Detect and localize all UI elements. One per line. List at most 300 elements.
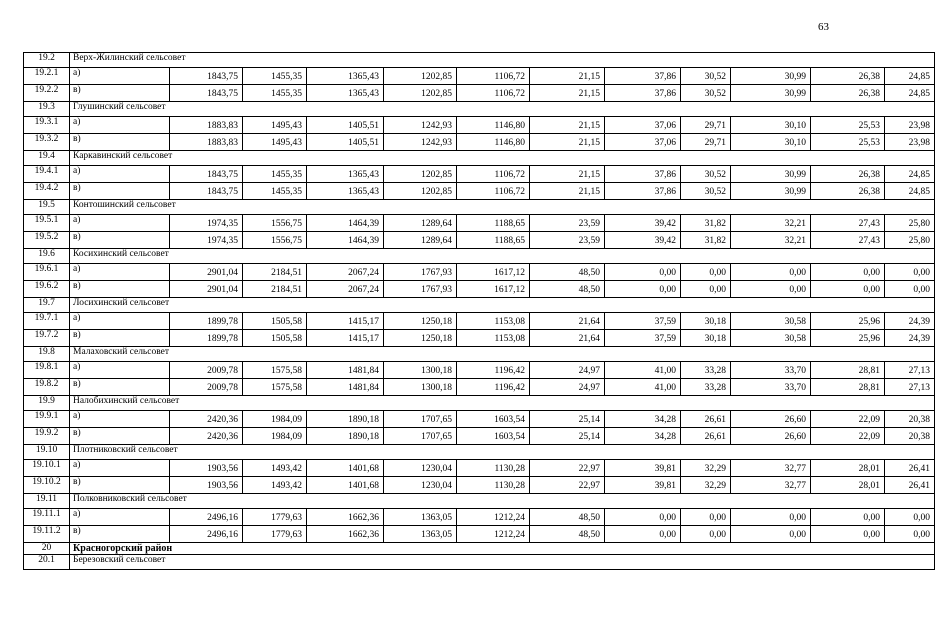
settlement-name: Плотниковский сельсовет xyxy=(70,445,935,460)
value-cell: 1401,68 xyxy=(307,460,384,477)
value-cell: 0,00 xyxy=(605,509,681,526)
value-cell: 30,18 xyxy=(681,330,731,347)
value-cell: 27,43 xyxy=(811,232,885,249)
row-label: а) xyxy=(70,68,170,85)
value-cell: 25,53 xyxy=(811,134,885,151)
table-row xyxy=(24,68,935,85)
value-cell: 39,42 xyxy=(605,232,681,249)
value-cell: 23,59 xyxy=(530,215,605,232)
value-cell: 1779,63 xyxy=(243,509,307,526)
value-cell: 25,53 xyxy=(811,117,885,134)
value-cell: 1188,65 xyxy=(457,215,530,232)
value-cell: 1481,84 xyxy=(307,379,384,396)
value-cell: 24,85 xyxy=(885,183,935,200)
value-cell: 28,81 xyxy=(811,379,885,396)
value-cell: 26,41 xyxy=(885,477,935,494)
value-cell: 0,00 xyxy=(681,509,731,526)
value-cell: 1130,28 xyxy=(457,477,530,494)
value-cell: 26,60 xyxy=(731,411,811,428)
row-label: в) xyxy=(70,134,170,151)
value-cell: 0,00 xyxy=(811,264,885,281)
settlement-header-row xyxy=(24,396,935,411)
value-cell: 1415,17 xyxy=(307,330,384,347)
value-cell: 30,99 xyxy=(731,183,811,200)
row-code: 19.9.2 xyxy=(24,428,70,445)
row-code: 20 xyxy=(24,543,70,555)
value-cell: 1984,09 xyxy=(243,411,307,428)
value-cell: 34,28 xyxy=(605,411,681,428)
settlement-header-row xyxy=(24,555,935,570)
value-cell: 1202,85 xyxy=(384,85,457,102)
value-cell: 32,21 xyxy=(731,215,811,232)
settlement-header-row xyxy=(24,347,935,362)
value-cell: 1707,65 xyxy=(384,428,457,445)
row-label: а) xyxy=(70,362,170,379)
table-body xyxy=(24,53,935,570)
value-cell: 32,29 xyxy=(681,460,731,477)
row-code: 19.3.2 xyxy=(24,134,70,151)
row-code: 19.11 xyxy=(24,494,70,509)
value-cell: 30,58 xyxy=(731,313,811,330)
settlement-header-row xyxy=(24,151,935,166)
value-cell: 1617,12 xyxy=(457,281,530,298)
row-label: а) xyxy=(70,264,170,281)
value-cell: 1899,78 xyxy=(170,313,243,330)
value-cell: 0,00 xyxy=(731,264,811,281)
value-cell: 1455,35 xyxy=(243,68,307,85)
settlement-header-row xyxy=(24,200,935,215)
row-code: 19.5 xyxy=(24,200,70,215)
value-cell: 33,70 xyxy=(731,362,811,379)
value-cell: 24,97 xyxy=(530,379,605,396)
value-cell: 2184,51 xyxy=(243,264,307,281)
value-cell: 1890,18 xyxy=(307,411,384,428)
value-cell: 1707,65 xyxy=(384,411,457,428)
value-cell: 32,21 xyxy=(731,232,811,249)
row-code: 19.3 xyxy=(24,102,70,117)
row-label: в) xyxy=(70,428,170,445)
table-row xyxy=(24,281,935,298)
value-cell: 1495,43 xyxy=(243,117,307,134)
value-cell: 1365,43 xyxy=(307,183,384,200)
value-cell: 2420,36 xyxy=(170,428,243,445)
value-cell: 1202,85 xyxy=(384,68,457,85)
value-cell: 30,10 xyxy=(731,134,811,151)
value-cell: 1662,36 xyxy=(307,509,384,526)
settlement-header-row xyxy=(24,102,935,117)
row-code: 19.4 xyxy=(24,151,70,166)
value-cell: 0,00 xyxy=(885,281,935,298)
value-cell: 1984,09 xyxy=(243,428,307,445)
value-cell: 1365,43 xyxy=(307,166,384,183)
value-cell: 1455,35 xyxy=(243,85,307,102)
value-cell: 0,00 xyxy=(811,509,885,526)
row-label: в) xyxy=(70,477,170,494)
value-cell: 0,00 xyxy=(811,281,885,298)
value-cell: 0,00 xyxy=(885,509,935,526)
value-cell: 37,06 xyxy=(605,134,681,151)
table-row xyxy=(24,411,935,428)
value-cell: 26,38 xyxy=(811,68,885,85)
row-code: 19.11.2 xyxy=(24,526,70,543)
settlement-name: Контошинский сельсовет xyxy=(70,200,935,215)
value-cell: 1493,42 xyxy=(243,477,307,494)
row-code: 19.6 xyxy=(24,249,70,264)
value-cell: 1300,18 xyxy=(384,379,457,396)
settlement-name: Полковниковский сельсовет xyxy=(70,494,935,509)
value-cell: 2009,78 xyxy=(170,362,243,379)
value-cell: 37,86 xyxy=(605,183,681,200)
row-label: в) xyxy=(70,85,170,102)
value-cell: 2901,04 xyxy=(170,264,243,281)
row-code: 19.10.1 xyxy=(24,460,70,477)
tariff-table xyxy=(23,52,935,570)
row-label: а) xyxy=(70,313,170,330)
row-label: а) xyxy=(70,509,170,526)
value-cell: 20,38 xyxy=(885,411,935,428)
value-cell: 0,00 xyxy=(885,526,935,543)
value-cell: 1188,65 xyxy=(457,232,530,249)
row-code: 19.2.2 xyxy=(24,85,70,102)
row-label: в) xyxy=(70,232,170,249)
value-cell: 30,52 xyxy=(681,68,731,85)
value-cell: 0,00 xyxy=(885,264,935,281)
value-cell: 41,00 xyxy=(605,362,681,379)
value-cell: 1556,75 xyxy=(243,215,307,232)
value-cell: 37,06 xyxy=(605,117,681,134)
value-cell: 31,82 xyxy=(681,232,731,249)
value-cell: 25,80 xyxy=(885,215,935,232)
settlement-header-row xyxy=(24,494,935,509)
row-code: 19.11.1 xyxy=(24,509,70,526)
value-cell: 39,81 xyxy=(605,460,681,477)
value-cell: 48,50 xyxy=(530,526,605,543)
value-cell: 37,86 xyxy=(605,68,681,85)
row-code: 19.5.2 xyxy=(24,232,70,249)
value-cell: 1843,75 xyxy=(170,85,243,102)
value-cell: 1464,39 xyxy=(307,215,384,232)
row-code: 19.8 xyxy=(24,347,70,362)
value-cell: 1575,58 xyxy=(243,362,307,379)
table-row xyxy=(24,85,935,102)
value-cell: 22,09 xyxy=(811,428,885,445)
value-cell: 21,15 xyxy=(530,85,605,102)
row-code: 19.9 xyxy=(24,396,70,411)
value-cell: 1401,68 xyxy=(307,477,384,494)
value-cell: 33,28 xyxy=(681,362,731,379)
value-cell: 1202,85 xyxy=(384,166,457,183)
value-cell: 1242,93 xyxy=(384,134,457,151)
value-cell: 1250,18 xyxy=(384,330,457,347)
value-cell: 29,71 xyxy=(681,134,731,151)
table-row xyxy=(24,166,935,183)
value-cell: 26,38 xyxy=(811,166,885,183)
value-cell: 24,39 xyxy=(885,330,935,347)
value-cell: 1974,35 xyxy=(170,232,243,249)
table-row xyxy=(24,183,935,200)
value-cell: 1363,05 xyxy=(384,509,457,526)
table-row xyxy=(24,232,935,249)
value-cell: 1230,04 xyxy=(384,477,457,494)
page-number: 63 xyxy=(818,21,829,33)
value-cell: 1455,35 xyxy=(243,183,307,200)
value-cell: 21,15 xyxy=(530,183,605,200)
table-row xyxy=(24,264,935,281)
value-cell: 26,61 xyxy=(681,411,731,428)
row-code: 19.4.2 xyxy=(24,183,70,200)
row-code: 19.7 xyxy=(24,298,70,313)
value-cell: 30,52 xyxy=(681,166,731,183)
row-code: 19.7.1 xyxy=(24,313,70,330)
value-cell: 1405,51 xyxy=(307,117,384,134)
row-code: 19.7.2 xyxy=(24,330,70,347)
value-cell: 1481,84 xyxy=(307,362,384,379)
value-cell: 1767,93 xyxy=(384,264,457,281)
value-cell: 30,99 xyxy=(731,68,811,85)
row-code: 19.3.1 xyxy=(24,117,70,134)
value-cell: 26,38 xyxy=(811,85,885,102)
value-cell: 1250,18 xyxy=(384,313,457,330)
value-cell: 26,61 xyxy=(681,428,731,445)
value-cell: 37,86 xyxy=(605,85,681,102)
table-row xyxy=(24,117,935,134)
value-cell: 1106,72 xyxy=(457,68,530,85)
value-cell: 1242,93 xyxy=(384,117,457,134)
value-cell: 33,70 xyxy=(731,379,811,396)
value-cell: 26,60 xyxy=(731,428,811,445)
value-cell: 2009,78 xyxy=(170,379,243,396)
value-cell: 32,77 xyxy=(731,460,811,477)
value-cell: 2067,24 xyxy=(307,281,384,298)
value-cell: 1890,18 xyxy=(307,428,384,445)
value-cell: 30,10 xyxy=(731,117,811,134)
settlement-name: Косихинский сельсовет xyxy=(70,249,935,264)
row-label: в) xyxy=(70,526,170,543)
value-cell: 1617,12 xyxy=(457,264,530,281)
value-cell: 1365,43 xyxy=(307,68,384,85)
value-cell: 30,99 xyxy=(731,166,811,183)
value-cell: 1767,93 xyxy=(384,281,457,298)
value-cell: 2184,51 xyxy=(243,281,307,298)
row-code: 19.4.1 xyxy=(24,166,70,183)
value-cell: 2901,04 xyxy=(170,281,243,298)
value-cell: 24,97 xyxy=(530,362,605,379)
row-code: 19.8.2 xyxy=(24,379,70,396)
value-cell: 0,00 xyxy=(681,264,731,281)
value-cell: 21,64 xyxy=(530,330,605,347)
value-cell: 2420,36 xyxy=(170,411,243,428)
value-cell: 21,15 xyxy=(530,68,605,85)
row-code: 19.8.1 xyxy=(24,362,70,379)
settlement-name: Березовский сельсовет xyxy=(70,555,935,570)
value-cell: 1603,54 xyxy=(457,428,530,445)
value-cell: 27,13 xyxy=(885,379,935,396)
value-cell: 39,42 xyxy=(605,215,681,232)
value-cell: 1662,36 xyxy=(307,526,384,543)
row-label: в) xyxy=(70,183,170,200)
table-row xyxy=(24,313,935,330)
value-cell: 1455,35 xyxy=(243,166,307,183)
value-cell: 25,96 xyxy=(811,313,885,330)
row-label: в) xyxy=(70,281,170,298)
value-cell: 30,52 xyxy=(681,183,731,200)
value-cell: 1363,05 xyxy=(384,526,457,543)
value-cell: 26,38 xyxy=(811,183,885,200)
value-cell: 1106,72 xyxy=(457,166,530,183)
value-cell: 30,99 xyxy=(731,85,811,102)
table-row xyxy=(24,215,935,232)
value-cell: 1843,75 xyxy=(170,166,243,183)
table-row xyxy=(24,460,935,477)
value-cell: 41,00 xyxy=(605,379,681,396)
value-cell: 37,59 xyxy=(605,330,681,347)
value-cell: 31,82 xyxy=(681,215,731,232)
value-cell: 32,77 xyxy=(731,477,811,494)
value-cell: 1779,63 xyxy=(243,526,307,543)
value-cell: 1575,58 xyxy=(243,379,307,396)
row-label: а) xyxy=(70,117,170,134)
row-code: 19.6.1 xyxy=(24,264,70,281)
row-code: 20.1 xyxy=(24,555,70,570)
settlement-header-row xyxy=(24,445,935,460)
value-cell: 22,97 xyxy=(530,460,605,477)
value-cell: 27,43 xyxy=(811,215,885,232)
value-cell: 1202,85 xyxy=(384,183,457,200)
value-cell: 1289,64 xyxy=(384,215,457,232)
value-cell: 21,15 xyxy=(530,134,605,151)
table-row xyxy=(24,330,935,347)
row-label: а) xyxy=(70,166,170,183)
value-cell: 1196,42 xyxy=(457,362,530,379)
value-cell: 1883,83 xyxy=(170,117,243,134)
row-code: 19.5.1 xyxy=(24,215,70,232)
table-row xyxy=(24,428,935,445)
value-cell: 1300,18 xyxy=(384,362,457,379)
district-header-row xyxy=(24,543,935,555)
value-cell: 24,85 xyxy=(885,85,935,102)
value-cell: 26,41 xyxy=(885,460,935,477)
value-cell: 1505,58 xyxy=(243,313,307,330)
row-label: в) xyxy=(70,379,170,396)
value-cell: 25,14 xyxy=(530,428,605,445)
row-label: а) xyxy=(70,411,170,428)
value-cell: 0,00 xyxy=(731,509,811,526)
value-cell: 1196,42 xyxy=(457,379,530,396)
value-cell: 25,80 xyxy=(885,232,935,249)
value-cell: 30,52 xyxy=(681,85,731,102)
value-cell: 23,98 xyxy=(885,117,935,134)
value-cell: 1883,83 xyxy=(170,134,243,151)
value-cell: 28,01 xyxy=(811,460,885,477)
row-code: 19.2 xyxy=(24,53,70,68)
value-cell: 21,15 xyxy=(530,117,605,134)
value-cell: 1903,56 xyxy=(170,477,243,494)
value-cell: 22,97 xyxy=(530,477,605,494)
value-cell: 34,28 xyxy=(605,428,681,445)
value-cell: 1405,51 xyxy=(307,134,384,151)
table-row xyxy=(24,362,935,379)
value-cell: 0,00 xyxy=(811,526,885,543)
settlement-name: Каркавинский сельсовет xyxy=(70,151,935,166)
value-cell: 1130,28 xyxy=(457,460,530,477)
value-cell: 0,00 xyxy=(605,526,681,543)
district-name: Красногорский район xyxy=(70,543,935,555)
row-code: 19.10.2 xyxy=(24,477,70,494)
value-cell: 2496,16 xyxy=(170,509,243,526)
value-cell: 33,28 xyxy=(681,379,731,396)
value-cell: 1903,56 xyxy=(170,460,243,477)
value-cell: 1603,54 xyxy=(457,411,530,428)
value-cell: 1464,39 xyxy=(307,232,384,249)
value-cell: 1289,64 xyxy=(384,232,457,249)
value-cell: 1974,35 xyxy=(170,215,243,232)
value-cell: 0,00 xyxy=(605,281,681,298)
value-cell: 1230,04 xyxy=(384,460,457,477)
value-cell: 1493,42 xyxy=(243,460,307,477)
row-code: 19.2.1 xyxy=(24,68,70,85)
settlement-header-row xyxy=(24,53,935,68)
value-cell: 24,85 xyxy=(885,166,935,183)
row-label: в) xyxy=(70,330,170,347)
value-cell: 1899,78 xyxy=(170,330,243,347)
value-cell: 32,29 xyxy=(681,477,731,494)
value-cell: 1843,75 xyxy=(170,68,243,85)
row-label: а) xyxy=(70,215,170,232)
settlement-name: Глушинский сельсовет xyxy=(70,102,935,117)
row-label: а) xyxy=(70,460,170,477)
value-cell: 28,01 xyxy=(811,477,885,494)
value-cell: 0,00 xyxy=(681,281,731,298)
value-cell: 0,00 xyxy=(681,526,731,543)
value-cell: 1212,24 xyxy=(457,526,530,543)
value-cell: 37,86 xyxy=(605,166,681,183)
value-cell: 24,85 xyxy=(885,68,935,85)
value-cell: 30,58 xyxy=(731,330,811,347)
settlement-header-row xyxy=(24,298,935,313)
settlement-name: Верх-Жилинский сельсовет xyxy=(70,53,935,68)
value-cell: 23,59 xyxy=(530,232,605,249)
value-cell: 1365,43 xyxy=(307,85,384,102)
value-cell: 22,09 xyxy=(811,411,885,428)
value-cell: 0,00 xyxy=(731,281,811,298)
value-cell: 21,15 xyxy=(530,166,605,183)
settlement-name: Малаховский сельсовет xyxy=(70,347,935,362)
value-cell: 48,50 xyxy=(530,264,605,281)
value-cell: 1495,43 xyxy=(243,134,307,151)
value-cell: 30,18 xyxy=(681,313,731,330)
value-cell: 1505,58 xyxy=(243,330,307,347)
value-cell: 25,14 xyxy=(530,411,605,428)
value-cell: 21,64 xyxy=(530,313,605,330)
table-row xyxy=(24,379,935,396)
value-cell: 20,38 xyxy=(885,428,935,445)
row-code: 19.10 xyxy=(24,445,70,460)
value-cell: 1153,08 xyxy=(457,313,530,330)
value-cell: 25,96 xyxy=(811,330,885,347)
value-cell: 27,13 xyxy=(885,362,935,379)
value-cell: 1146,80 xyxy=(457,117,530,134)
row-code: 19.9.1 xyxy=(24,411,70,428)
settlement-name: Лосихинский сельсовет xyxy=(70,298,935,313)
table-row xyxy=(24,509,935,526)
value-cell: 24,39 xyxy=(885,313,935,330)
value-cell: 48,50 xyxy=(530,281,605,298)
value-cell: 29,71 xyxy=(681,117,731,134)
value-cell: 1146,80 xyxy=(457,134,530,151)
value-cell: 39,81 xyxy=(605,477,681,494)
value-cell: 2067,24 xyxy=(307,264,384,281)
value-cell: 1212,24 xyxy=(457,509,530,526)
